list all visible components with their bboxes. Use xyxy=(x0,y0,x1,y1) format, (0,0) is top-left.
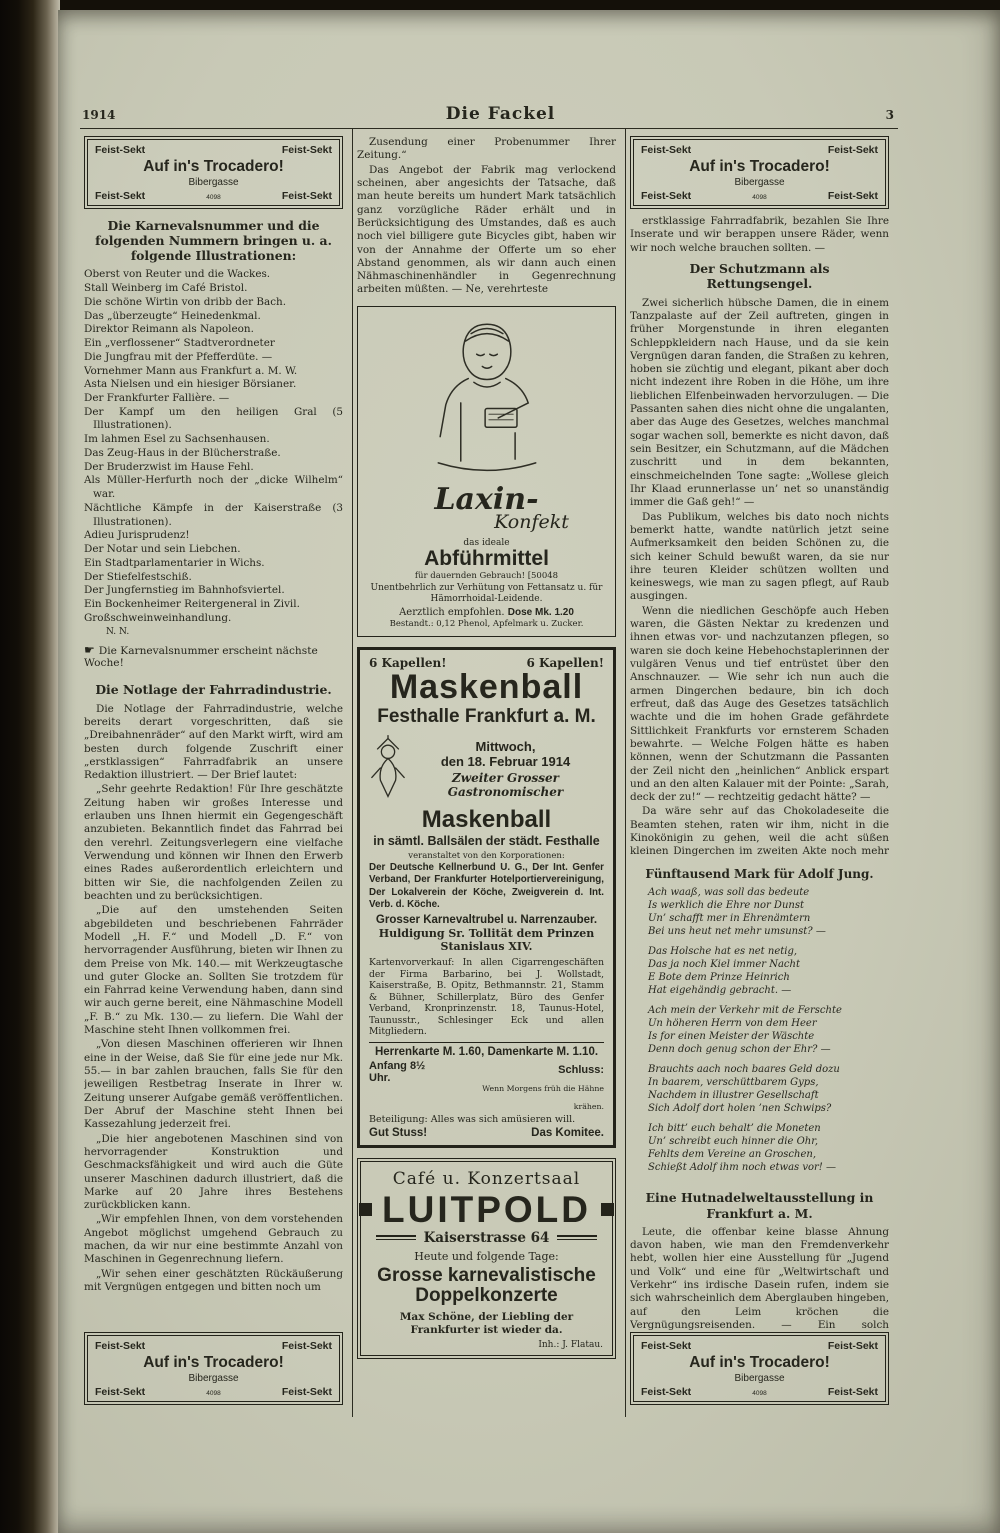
article-continuation-center xyxy=(357,136,616,298)
page-number: 3 xyxy=(885,108,894,122)
feist-sekt-ad-bottom-right xyxy=(630,1332,889,1405)
masthead-title: Die Fackel xyxy=(445,104,556,124)
feist-ad-number: 4098 xyxy=(206,1390,221,1397)
feist-ad-frame xyxy=(633,1335,886,1402)
article-fahrradindustrie xyxy=(84,673,343,1295)
laxin-price: Dose Mk. 1.20 xyxy=(507,607,574,619)
illustration-list xyxy=(84,268,343,625)
article-title: Die Notlage der Fahrradindustrie. xyxy=(95,682,332,698)
list-item: Ein Bockenheimer Reitergeneral in Zivil. xyxy=(84,598,300,610)
feist-brand-left: Feist-Sekt xyxy=(641,1386,692,1398)
maskenball-vorverkauf: Kartenvorverkauf: In allen Cigarrengeschäften der Firma Barbarino, bei J. Wollstadt, Kaiserstraße, B. Opitz, Bethmannstr. 21, Stamm & Bühner, Schillerplatz, Büro des Genfer Verband, Kronprinzenstr. 18, Taunus-Hotel, Taunusstr., Schlesinger Eck und allen Mitgliedern. xyxy=(369,957,604,1037)
laxin-recommendation xyxy=(366,607,607,618)
feist-brand-left: Feist-Sekt xyxy=(95,190,146,202)
feist-brand-right: Feist-Sekt xyxy=(281,144,332,156)
article-title: Die Karnevalsnummer und die folgenden Nummern bringen u. a. folgende Illustrationen: xyxy=(95,218,332,264)
list-item: Stall Weinberg im Café Bristol. xyxy=(84,282,248,295)
list-item: Der Stiefelfestschiß. xyxy=(84,570,192,583)
article-body xyxy=(630,297,889,857)
feist-ad-title: Auf in's Trocadero! xyxy=(689,158,830,175)
list-item: Vornehmer Mann aus Frankfurt a. M. W. xyxy=(84,364,298,377)
poem-stanzas xyxy=(630,886,889,1174)
newspaper-page xyxy=(58,10,1000,1533)
paragraph: Das Publikum, welches bis dato noch nichts bemerkt hatte, wandte natürlich jetzt seine Aufmerksamkeit den beiden Schönen zu, die sich keiner Schuld bewußt waren, da sie nur ihre teuren Kleider schützen wollten und keineswegs, wie man zu sagen pflegt, auf Raub ausgingen. xyxy=(630,510,889,603)
list-item: Der Kampf um den heiligen Gral (5 Illustrationen). xyxy=(84,405,343,432)
article-title: Eine Hutnadelweltausstellung in Frankfurt a. M. xyxy=(645,1190,874,1221)
article-title: Der Schutzmann als Rettungsengel. xyxy=(689,261,830,292)
maskenball-day: Mittwoch, xyxy=(475,739,536,755)
list-item: Direktor Reimann als Napoleon. xyxy=(84,323,254,336)
list-item: Großschweinweinhandlung. xyxy=(84,611,232,624)
jester-illustration xyxy=(369,732,407,807)
paragraph: Die Notlage der Fahrradindustrie, welche bereits derart vorgeschritten, daß sie „Dreibahnenräder“ auf den Markt wirft, wird am besten durch folgende Zuschrift einer „erstklassigen“ Fahrradfabrik an unsere Redaktion illustriert. — Der Brief lautet: xyxy=(84,702,343,782)
luitpold-name: LUITPOLD xyxy=(382,1188,591,1230)
maskenball-huldigung: Huldigung Sr. Tollität dem Prinzen Stanislaus XIV. xyxy=(378,927,595,953)
article-body xyxy=(84,703,343,1295)
maskenball-halls: in sämtl. Ballsälen der städt. Festhalle xyxy=(373,834,600,849)
maskenball-trubel: Grosser Karnevaltrubel u. Narrenzauber. xyxy=(375,914,598,926)
maskenball-beteiligung: Beteiligung: Alles was sich amüsieren will. xyxy=(369,1113,576,1125)
paragraph: Zwei sicherlich hübsche Damen, die in einem Tanzpalaste auf der Zeil auftreten, gingen in früher Morgenstunde in ihren eleganten Schleppkleidern nach Hause, und da sie kein Vergnügen daran fanden, die Straßen zu kehren, hoben sie züchtig und elegant, pikant aber doch nicht indezent ihre Roben in die Höhe, um ihre lieblichen Elfenbeinwaden hervorzulugen. — Die Passanten sahen dies nicht ohne die ungalanten, aber das Auge des Gesetzes, welches manchmal sogar wachen soll, bemerkte es nicht davon, daß sein Besitzer, ein Schutzmann, auf die Mädchen zuschritt und in dem bekannten, einschmeichelnden Tone sagte: „Wollese gleich Ihr Klaad erunnerlasse un’ net so unanständig immer die Gaß geh!“ — xyxy=(630,296,889,509)
laxin-konfekt-ad xyxy=(357,306,616,638)
luitpold-heute: Heute und folgende Tage: xyxy=(414,1249,559,1263)
list-item: Asta Nielsen und ein hiesiger Börsianer. xyxy=(84,378,297,391)
feist-ad-number: 4098 xyxy=(752,194,767,201)
feist-ad-title: Auf in's Trocadero! xyxy=(143,1354,284,1371)
list-item: Oberst von Reuter und die Wackes. xyxy=(84,268,271,281)
list-item: Die schöne Wirtin von dribb der Bach. xyxy=(84,295,287,308)
kapellen-right: 6 Kapellen! xyxy=(526,656,604,671)
pointing-hand-icon: ☛ xyxy=(84,643,95,658)
stanza: Ach waaß, was soll das bedeute Is werklich die Ehre nor Dunst Un’ schafft mer in Ehrenämtern Bei uns heut net mehr umsunst? — xyxy=(648,886,826,937)
list-item: Adieu Jurisprudenz! xyxy=(84,529,190,542)
feist-ad-title: Auf in's Trocadero! xyxy=(143,158,284,175)
laxin-tagline: das ideale xyxy=(463,537,510,548)
editor-note xyxy=(84,643,343,669)
paragraph: „Die hier angebotenen Maschinen sind von hervorragender Konstruktion und Geschmacksfähigkeit und wird auch die Güte unserer Maschinen dadurch illustriert, daß die Marke auf 20 Jahre ihres Bestehens zurückblicken kann. xyxy=(84,1132,343,1212)
column-left xyxy=(80,129,352,1417)
schluss-label: Schluss: xyxy=(558,1063,604,1076)
list-item: Der Jungfernstieg im Bahnhofsviertel. xyxy=(84,584,285,597)
maskenball-end xyxy=(450,1060,604,1114)
luitpold-category: Café u. Konzertsaal xyxy=(392,1168,581,1189)
feist-ad-number: 4098 xyxy=(206,194,221,201)
feist-brand-right: Feist-Sekt xyxy=(827,1340,878,1352)
poem-title: Fünftausend Mark für Adolf Jung. xyxy=(645,866,874,881)
feist-sekt-ad-top-left xyxy=(84,136,343,209)
stanza: Das Holsche hat es net netig, Das ja noch Kiel immer Nacht E Bote dem Prinze Heinrich Hat eigehändig gebracht. — xyxy=(648,945,800,996)
paragraph: „Sehr geehrte Redaktion! Für Ihre geschätzte Zeitung haben wir großes Interesse und erlauben uns Ihnen hiermit ein Gegengeschäft anzubieten. Bekanntlich findet das Fahrrad bei den verehrl. Zeitungsverlegern eine vielfache Verwendung und können wir Ihnen den Erwerb eines Rades außerordentlich erleichtern und bitten wir Sie, die nachfolgenden Zeilen zu beachten und zu berücksichtigen. xyxy=(84,783,343,902)
article-body xyxy=(630,215,889,252)
square-ornament-icon xyxy=(359,1203,372,1216)
stanza: Ach mein der Verkehr mit de Ferschte Un höheren Herrn von dem Heer Is for einen Meister der Wäschte Denn doch genug schon der Ehr? — xyxy=(648,1004,842,1055)
maskenball-title-2: Maskenball xyxy=(421,805,552,833)
list-item: Der Frankfurter Fallière. — xyxy=(84,391,230,404)
maskenball-gut-stuss: Gut Stuss! xyxy=(369,1126,428,1139)
feist-ad-frame xyxy=(633,139,886,206)
maskenball-title: Maskenball xyxy=(389,668,584,707)
luitpold-owner: Inh.: J. Flatau. xyxy=(538,1340,603,1351)
maskenball-ticket-prices: Herrenkarte M. 1.60, Damenkarte M. 1.10. xyxy=(369,1042,604,1058)
schluss-note: Wenn Morgens früh die Hähne krähen. xyxy=(482,1083,604,1111)
stanza: Brauchts aach noch baares Geld dozu In baarem, verschüttbarem Gyps, Nachdem in illustrer Gesellschaft Sich Adolf dort holen ’nen Schwips? xyxy=(648,1063,840,1114)
maskenball-edition: Zweiter Grosser Gastronomischer xyxy=(447,771,564,800)
feist-brand-right: Feist-Sekt xyxy=(827,190,878,202)
maskenball-korporationen: Der Deutsche Kellnerbund U. G., Der Int. Genfer Verband, Der Frankfurter Hotelportiervereinigung, Der Lokalverein der Köche, Zweigverein d. Int. Verb. d. Köche. xyxy=(369,862,604,910)
feist-brand-left: Feist-Sekt xyxy=(641,144,692,156)
list-item: Ein „verflossener“ Stadtverordneter xyxy=(84,337,275,350)
paragraph: „Wir empfehlen Ihnen, von dem vorstehenden Angebot möglichst umgehend Gebrauch zu machen, da wir nur eine bestimmte Anzahl von Maschinen in Gegenrechnung liefern. xyxy=(84,1213,343,1266)
luitpold-ad xyxy=(357,1158,616,1360)
feist-brand-left: Feist-Sekt xyxy=(95,1386,146,1398)
rule-ornament xyxy=(376,1235,416,1240)
laxin-man-illustration xyxy=(366,313,607,491)
list-item: Ein Stadtparlamentarier in Wichs. xyxy=(84,556,265,569)
paragraph: „Die auf den umstehenden Seiten abgebildeten und beschriebenen Fahrräder Modell „H. F.“ und Modell „D. F.“ von hervorragender Ausführung, bieten wir Ihnen zu dem Preise von Mk. 140.— mit Werkzeugtasche und guter Glocke an. Sollten Sie trotzdem für ein Fahrrad keine Verwendung haben, dann sind wir auch gerne bereit, eine Nähmaschine Modell „F. B.“ zu Mk. 130.— zu liefern. Die Wahl der Maschine steht Ihnen vollkommen frei. xyxy=(84,904,343,1037)
luitpold-program-line2: Doppelkonzerte xyxy=(415,1285,558,1307)
laxin-benefit-note: Unentbehrlich zur Verhütung von Fettansatz u. für Hämorrhoidal-Leidende. xyxy=(370,582,603,605)
feist-ad-subtitle: Bibergasse xyxy=(734,1373,785,1384)
feist-brand-left: Feist-Sekt xyxy=(95,144,146,156)
paragraph: Wenn die niedlichen Geschöpfe auch Heben waren, die Gästen Nektar zu kredenzen und ihnen etwas vor- und nachzutanzen pflegen, so waren sie doch keine Hebehochstaplerinnen der vulgären Venus und tief entrüstet über den Anschnauzer. — Wie sehr ich nun auch die armen Dingerchen bedaure, bin ich doch erfreut, daß das Auge des Gesetzes tatsächlich wachte und die im hohen Grade gefährdete Sittlichkeit Frankfurts vor ernsterem Schaden bewahrte. — Welche Folgen hätte es haben können, wenn der Schutzmann die Passanten der Zeil nicht den „heinlichen“ Anblick erspart und an den alten Kalauer mit der Pointe: „Sarah, deck der zu!“ — rechtzeitig gedacht hätte? — xyxy=(630,604,889,804)
feist-sekt-ad-bottom-left xyxy=(84,1332,343,1405)
article-signature: N. N. xyxy=(106,627,130,638)
book-binding xyxy=(0,0,60,1533)
list-item: Die Jungfrau mit der Pfefferdüte. — xyxy=(84,350,273,363)
maskenball-ad xyxy=(357,647,616,1147)
maskenball-date: den 18. Februar 1914 xyxy=(440,754,571,770)
feist-brand-right: Feist-Sekt xyxy=(281,1386,332,1398)
luitpold-program-line1: Grosse karnevalistische xyxy=(377,1264,596,1286)
rule-ornament xyxy=(557,1235,597,1240)
feist-ad-frame xyxy=(87,1335,340,1402)
luitpold-address: Kaiserstrasse 64 xyxy=(423,1229,550,1246)
list-item: Das Zeug-Haus in der Blücherstraße. xyxy=(84,446,281,459)
maskenball-organizer-intro: veranstaltet von den Korporationen: xyxy=(408,851,565,862)
paragraph: „Wir sehen einer geschätzten Rückäußerung mit Vergnügen entgegen und bitten noch um xyxy=(84,1267,343,1294)
list-item: Nächtliche Kämpfe in der Kaiserstraße (3 Illustrationen). xyxy=(84,501,343,528)
feist-ad-subtitle: Bibergasse xyxy=(734,177,785,188)
article-schutzmann xyxy=(630,252,889,856)
feist-brand-right: Feist-Sekt xyxy=(827,144,878,156)
feist-brand-right: Feist-Sekt xyxy=(281,190,332,202)
laxin-product: Abführmittel xyxy=(424,546,549,570)
maskenball-komitee: Das Komitee. xyxy=(531,1126,604,1139)
luitpold-note: Max Schöne, der Liebling der Frankfurter ist wieder da. xyxy=(399,1311,574,1337)
feist-brand-left: Feist-Sekt xyxy=(641,190,692,202)
paragraph: Das Angebot der Fabrik mag verlockend scheinen, aber angesichts der Tatsache, daß man heute bereits um hundert Mark tatsächlich ganz vorzügliche Räder erhält und in Berücksichtigung des Umstandes, daß es auch noch viel billigere gute Bicycles gibt, haben wir von der Annahme der Offerte um so eher Abstand genommen, als wir dann auch einen Nähmaschinenhändler in Gegenrechnung arbeiten müßten. — Ne, verehrteste xyxy=(357,163,616,296)
paragraph: Da wäre sehr auf das Chokoladeseite die Beamten stehen, raten wir ihm, nicht in die Kinokönigin zu gehen, weil die acht süßen kleinen Dingerchen im zweiten Akte noch mehr xyxy=(630,805,889,857)
maskenball-venue: Festhalle Frankfurt a. M. xyxy=(377,705,596,727)
list-item: Das „überzeugte“ Heinedenkmal. xyxy=(84,309,261,322)
feist-brand-left: Feist-Sekt xyxy=(641,1340,692,1352)
feist-ad-subtitle: Bibergasse xyxy=(188,1373,239,1384)
laxin-use-note: für dauernden Gebrauch! [50048 xyxy=(414,570,559,581)
list-item: Der Bruderzwist im Hause Fehl. xyxy=(84,460,254,473)
edition-year: 1914 xyxy=(82,108,116,122)
laxin-recommend-text: Aerztlich empfohlen. xyxy=(399,607,505,619)
columns-container xyxy=(80,129,898,1417)
note-text: Die Karnevalsnummer erscheint nächste Woche! xyxy=(84,645,318,670)
article-continuation-right xyxy=(630,215,889,252)
feist-brand-right: Feist-Sekt xyxy=(281,1340,332,1352)
poem-adolf-jung xyxy=(630,857,889,1182)
luitpold-ad-frame xyxy=(360,1161,613,1357)
column-right xyxy=(625,129,898,1417)
feist-ad-title: Auf in's Trocadero! xyxy=(689,1354,830,1371)
list-item: Als Müller-Herfurth noch der „dicke Wilhelm“ war. xyxy=(84,474,343,501)
article-body xyxy=(630,1226,889,1332)
page-header xyxy=(80,104,898,129)
column-center xyxy=(352,129,625,1417)
paragraph: erstklassige Fahrradfabrik, bezahlen Sie Ihre Inserate und wir berappen unsere Räder, wenn wir noch welche brauchen sollten. — xyxy=(630,215,889,253)
feist-ad-subtitle: Bibergasse xyxy=(188,177,239,188)
feist-brand-left: Feist-Sekt xyxy=(95,1340,146,1352)
maskenball-start-time: Anfang 8½ Uhr. xyxy=(369,1059,426,1084)
stanza: Ich bitt’ euch behalt’ die Moneten Un’ schreibt euch hinner die Ohr, Fehlts dem Vereine an Groschen, Schießt Adolf ihm noch etwas vor! — xyxy=(648,1122,837,1173)
square-ornament-icon xyxy=(601,1203,614,1216)
article-hutnadel xyxy=(630,1181,889,1332)
list-item: Der Notar und sein Liebchen. xyxy=(84,543,241,556)
feist-brand-right: Feist-Sekt xyxy=(827,1386,878,1398)
feist-sekt-ad-top-right xyxy=(630,136,889,209)
paragraph: Zusendung einer Probenummer Ihrer Zeitung.“ xyxy=(357,136,616,162)
laxin-brand-name2: Konfekt xyxy=(494,510,569,533)
laxin-brand-name: Laxin- xyxy=(434,481,539,517)
paragraph: Leute, die offenbar keine blasse Ahnung davon haben, wie man den Fremdenverkehr hebt, wollen hier eine Ausstellung für „Jugend und Volk“ und eine für „Weltwirtschaft und Verkehr“ ins irdische Dasein rufen, indem sie sich wahrscheinlich dem Aberglauben hingeben, auf den Leim kröchen die Vergnügungsreisenden. — Ein solch xyxy=(630,1225,889,1331)
feist-ad-frame xyxy=(87,139,340,206)
laxin-ingredients: Bestandt.: 0,12 Phenol, Apfelmark u. Zucker. xyxy=(389,619,584,630)
article-body xyxy=(357,136,616,297)
paragraph: „Von diesen Maschinen offerieren wir Ihnen eine in der Weise, daß Sie für eine jede nur Mk. 55.— in bar zahlen brauchen, falls Sie für den jeweiligen Restbetrag Inserate in Ihrer w. Zeitung unserer Aufgabe gemäß veröffentlichen. Der Abruf der Maschine steht Ihnen bei Kassezahlung jederzeit frei. xyxy=(84,1038,343,1131)
kapellen-left: 6 Kapellen! xyxy=(369,656,447,671)
feist-ad-number: 4098 xyxy=(752,1390,767,1397)
article-karnevalsnummer xyxy=(84,209,343,673)
list-item: Im lahmen Esel zu Sachsenhausen. xyxy=(84,433,270,446)
